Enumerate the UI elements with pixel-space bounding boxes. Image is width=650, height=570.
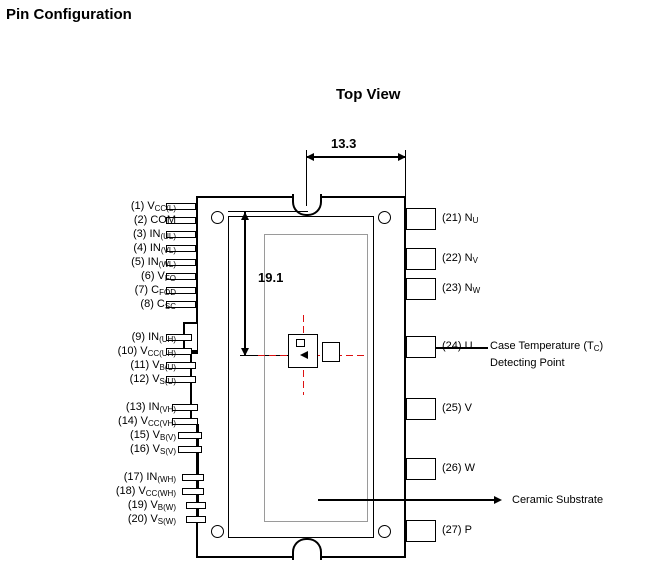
pin-name: V [140,415,148,427]
mounting-hole-bottom-right [378,525,391,538]
pin-label-left-3 [96,229,176,242]
pin-name: N [464,282,473,294]
pin-name: V [157,270,165,282]
pin-number: (12) [129,373,153,385]
pin-label-left-11 [96,360,176,373]
pin-number: (4) [133,242,150,254]
pin-number: (21) [442,212,465,224]
pin-label-left-8 [96,299,176,312]
pin-label-right-24 [442,341,473,352]
pin-number: (27) [442,524,465,536]
pin-label-left-17 [96,472,176,485]
pin-label-left-12 [96,374,176,387]
pin-label-left-4 [96,243,176,256]
pin-name-subscript: B(U) [159,363,176,372]
pin-name: V [150,499,158,511]
pin-name: V [150,513,158,525]
pin-name: V [152,359,160,371]
pin-name-subscript: (UL) [160,232,176,241]
pin-name-subscript: CC(WH) [145,489,176,498]
pin-number: (3) [132,228,150,240]
pin-label-right-27 [442,525,472,536]
ceramic-substrate-leader [318,499,496,501]
case-temp-note-line2: Detecting Point [490,357,565,369]
pin-name-subscript: S(U) [159,377,176,386]
pin-number: (5) [131,256,148,268]
pin-name-subscript: S(V) [160,447,176,456]
pin-name: V [464,402,472,414]
pin-name-subscript: B(W) [157,503,176,512]
pin-label-left-18 [96,486,176,499]
pin-name: IN [148,401,160,413]
pin-name-subscript: U [472,216,479,225]
pin-name-subscript: B(V) [160,433,176,442]
ceramic-substrate-arrow [494,496,502,504]
pin-number: (13) [125,401,149,413]
pin-label-right-25 [442,403,472,414]
pin-number: (16) [130,443,153,455]
ceramic-substrate-note: Ceramic Substrate [512,494,604,506]
pin-label-right-23 [442,283,480,296]
pin-name-subscript: (WL) [158,260,176,269]
pin-name-subscript: CC(UH) [147,349,176,358]
pin-name-subscript: CC(VH) [148,419,176,428]
pin-name: U [464,340,473,352]
pin-number: (18) [115,485,139,497]
pin-name-subscript: (UH) [159,335,176,344]
pin-number: (19) [127,499,151,511]
pin-name-subscript: (VH) [159,405,176,414]
pin-label-left-7 [96,285,176,298]
pin-name: C [151,284,160,296]
pin-name: V [152,429,160,441]
pin-name-subscript: FOD [159,288,176,297]
mounting-hole-top-left [211,211,224,224]
pin-number: (2) [133,214,151,226]
dim-height-arrow-up [241,212,249,220]
dim-width-arrow-left [306,153,314,161]
pin-name: IN [146,471,158,483]
pin-label-left-10 [96,346,176,359]
pin-name-subscript: S(W) [157,517,176,526]
pin-number: (11) [130,359,153,371]
pin-number: (8) [140,298,157,310]
pin-label-left-1 [96,201,176,214]
pin-label-left-2 [96,215,176,226]
dim-width-line [306,156,406,158]
pin-name: COM [150,214,176,226]
pin-name: W [464,462,476,474]
dim-width-text: 13.3 [331,136,357,151]
pin-number: (20) [127,513,151,525]
pin-number: (10) [117,345,141,357]
dim-height-text: 19.1 [258,270,284,285]
pin-label-left-14 [96,416,176,429]
pin-label-right-26 [442,463,475,474]
pin-label-left-6 [96,271,176,284]
pin-label-left-16 [96,444,176,457]
pin-name: IN [149,242,161,254]
pin-number: (1) [130,200,148,212]
pin-name: V [152,443,160,455]
pin-label-left-20 [96,514,176,527]
pin-name: IN [149,228,161,240]
pin-number: (9) [131,331,149,343]
page-title: Pin Configuration [6,6,132,23]
pin-label-left-9 [96,332,176,345]
temperature-detect-box-small [296,339,305,347]
dim-height-line [244,212,246,356]
pin-label-left-19 [96,500,176,513]
pin-name: V [138,485,146,497]
pin-label-right-21 [442,213,478,226]
pin-name-subscript: (VL) [160,246,176,255]
pin-label-left-13 [96,402,176,415]
pin-number: (24) [442,340,465,352]
pin-name-subscript: CC(L) [154,204,176,213]
temperature-detect-arrow [300,351,308,359]
view-label: Top View [336,86,401,103]
pin-name: IN [147,256,159,268]
bottom-notch [292,538,322,560]
pin-number: (7) [134,284,152,296]
mounting-hole-top-right [378,211,391,224]
pin-name: N [464,212,473,224]
pin-name-subscript: SC [164,302,176,311]
case-temp-note [490,339,603,370]
pin-number: (22) [442,252,465,264]
pin-number: (6) [141,270,158,282]
pin-name-subscript: V [472,256,478,265]
pin-name: N [464,252,473,264]
mounting-hole-bottom-left [211,525,224,538]
pin-number: (17) [123,471,147,483]
pin-name-subscript: W [472,286,481,295]
pin-name: IN [148,331,160,343]
temperature-detect-box-side [322,342,340,362]
pin-name: C [156,298,165,310]
pin-name: V [152,373,160,385]
pin-name: V [147,200,155,212]
pin-name: V [140,345,148,357]
pin-label-left-15 [96,430,176,443]
pin-number: (23) [442,282,465,294]
pin-name-subscript: (WH) [157,475,176,484]
pin-number: (14) [118,415,141,427]
pin-name: P [464,524,472,536]
pin-label-right-22 [442,253,478,266]
pin-label-left-5 [96,257,176,270]
pin-name-subscript: FO [164,274,176,283]
case-temp-note-line1: Case Temperature $(T_C)$ [490,340,604,353]
pin-number: (15) [130,429,153,441]
pin-number: (26) [442,462,465,474]
pin-number: (25) [442,402,465,414]
